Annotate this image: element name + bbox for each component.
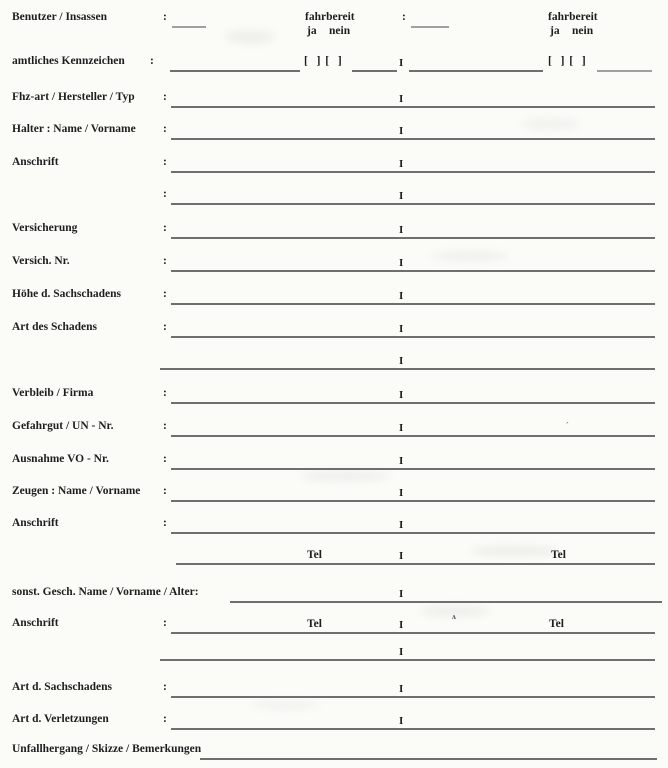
row-anschrift-2 (0, 517, 668, 534)
label-fahrbereit-left: fahrbereit (305, 11, 355, 23)
row-versicherung (0, 222, 668, 239)
label-fahrbereit-right: fahrbereit (548, 11, 598, 23)
colon: : (163, 321, 167, 333)
row-ausnahme-vo-nr (0, 453, 668, 470)
scan-smudge (300, 470, 390, 482)
row-sonst-gesch (0, 586, 668, 603)
column-separator: I (399, 619, 404, 631)
colon: : (163, 288, 167, 300)
label-benutzer-insassen: Benutzer / Insassen (12, 11, 107, 23)
column-separator: I (399, 355, 404, 367)
scan-speck: ʌ (452, 612, 456, 621)
row-anschrift-3 (0, 612, 668, 634)
label-ja-left: ja (307, 25, 317, 37)
colon: : (163, 617, 167, 629)
row-anschrift-1 (0, 156, 668, 173)
column-separator: I (399, 158, 404, 170)
scan-speck: ´ (566, 421, 569, 430)
label-halter: Halter : Name / Vorname (12, 123, 136, 135)
column-separator: I (399, 455, 404, 467)
colon: : (163, 123, 167, 135)
row-art-d-verletzungen (0, 713, 668, 730)
row-gefahrgut-un-nr (0, 420, 668, 437)
label-ja-right: ja (550, 25, 560, 37)
row-anschrift-continuation (0, 188, 668, 205)
colon: : (163, 222, 167, 234)
row-zeugen-name-vorname (0, 485, 668, 502)
label-verbleib-firma: Verbleib / Firma (12, 387, 94, 399)
fill-in-line (160, 659, 655, 661)
column-separator: I (399, 683, 404, 695)
fill-in-line (176, 563, 655, 565)
fill-in-line (171, 696, 655, 698)
label-sonst-gesch: sonst. Gesch. Name / Vorname / Alter: (12, 586, 199, 598)
fill-in-line (171, 532, 655, 534)
row-art-des-schadens (0, 321, 668, 338)
column-separator: I (399, 389, 404, 401)
column-separator: I (399, 57, 404, 69)
label-ausnahme-vo-nr: Ausnahme VO - Nr. (12, 453, 109, 465)
label-unfallhergang: Unfallhergang / Skizze / Bemerkungen (12, 743, 202, 755)
column-separator: I (399, 588, 404, 600)
fill-in-line (352, 70, 397, 72)
row-benutzer-insassen (0, 11, 668, 45)
fill-in-line (230, 601, 662, 603)
column-separator: I (399, 323, 404, 335)
column-separator: I (399, 422, 404, 434)
column-separator: I (399, 190, 404, 202)
colon: : (402, 11, 406, 23)
colon: : (163, 681, 167, 693)
row-anschrift-3-continuation (0, 644, 668, 661)
label-anschrift: Anschrift (12, 517, 59, 529)
fill-in-line (171, 468, 655, 470)
colon: : (163, 156, 167, 168)
fill-in-line (171, 203, 655, 205)
label-amtliches-kennzeichen: amtliches Kennzeichen (12, 55, 125, 67)
fill-in-line (171, 303, 655, 305)
label-gefahrgut-un-nr: Gefahrgut / UN - Nr. (12, 420, 114, 432)
column-separator: I (399, 125, 404, 137)
label-versicherung: Versicherung (12, 222, 78, 234)
colon: : (150, 55, 154, 67)
fill-in-line (170, 70, 300, 72)
label-versich-nr: Versich. Nr. (12, 255, 70, 267)
row-hoehe-sachschadens (0, 288, 668, 305)
fill-in-line (160, 368, 655, 370)
fill-in-line (411, 26, 449, 28)
fill-in-line (171, 138, 655, 140)
fill-in-line (171, 270, 655, 272)
label-art-des-schadens: Art des Schadens (12, 321, 97, 333)
row-art-des-schadens-continuation (0, 353, 668, 370)
row-versich-nr (0, 255, 668, 272)
fill-in-line (171, 237, 655, 239)
fill-in-line (171, 632, 655, 634)
row-amtliches-kennzeichen (0, 55, 668, 72)
column-separator: I (399, 224, 404, 236)
label-tel-left: Tel (307, 618, 322, 630)
fill-in-line (200, 758, 657, 760)
column-separator: I (399, 290, 404, 302)
colon: : (163, 453, 167, 465)
column-separator: I (399, 487, 404, 499)
label-tel-right: Tel (551, 549, 566, 561)
row-art-d-sachschadens (0, 681, 668, 698)
label-art-d-sachschadens: Art d. Sachschadens (12, 681, 113, 693)
colon: : (163, 91, 167, 103)
fill-in-line (171, 336, 655, 338)
row-halter-name-vorname (0, 123, 668, 140)
column-separator: I (399, 715, 404, 727)
column-separator: I (399, 519, 404, 531)
fill-in-line (171, 171, 655, 173)
colon: : (163, 188, 167, 200)
label-hoehe-sachschadens: Höhe d. Sachschadens (12, 288, 121, 300)
label-anschrift: Anschrift (12, 617, 59, 629)
colon: : (163, 387, 167, 399)
fill-in-line (171, 500, 655, 502)
label-tel-right: Tel (549, 618, 564, 630)
checkbox-brackets: [ ] [ ] (548, 55, 587, 67)
label-anschrift: Anschrift (12, 156, 59, 168)
colon: : (163, 255, 167, 267)
row-verbleib-firma (0, 387, 668, 404)
label-nein-right: nein (572, 25, 594, 37)
fill-in-line (171, 435, 655, 437)
checkbox-brackets: [ ] [ ] (304, 55, 343, 67)
row-telefon-zeugen (0, 548, 668, 565)
fill-in-line (171, 402, 655, 404)
colon: : (163, 11, 167, 23)
row-fhz-art-hersteller-typ (0, 91, 668, 108)
label-art-d-verletzungen: Art d. Verletzungen (12, 713, 109, 725)
column-separator: I (399, 257, 404, 269)
colon: : (163, 713, 167, 725)
colon: : (163, 420, 167, 432)
label-zeugen: Zeugen : Name / Vorname (12, 485, 141, 497)
fill-in-line (171, 728, 655, 730)
column-separator: I (399, 646, 404, 658)
label-tel-left: Tel (307, 549, 322, 561)
fill-in-line (172, 26, 206, 28)
column-separator: I (399, 93, 404, 105)
label-fhz-art: Fhz-art / Hersteller / Typ (12, 91, 135, 103)
fill-in-line (409, 70, 543, 72)
fill-in-line (597, 70, 652, 72)
label-nein-left: nein (329, 25, 351, 37)
column-separator: I (399, 550, 404, 562)
fill-in-line (171, 106, 655, 108)
scan-smudge (250, 700, 320, 710)
row-unfallhergang (0, 743, 668, 760)
colon: : (163, 485, 167, 497)
colon: : (163, 517, 167, 529)
